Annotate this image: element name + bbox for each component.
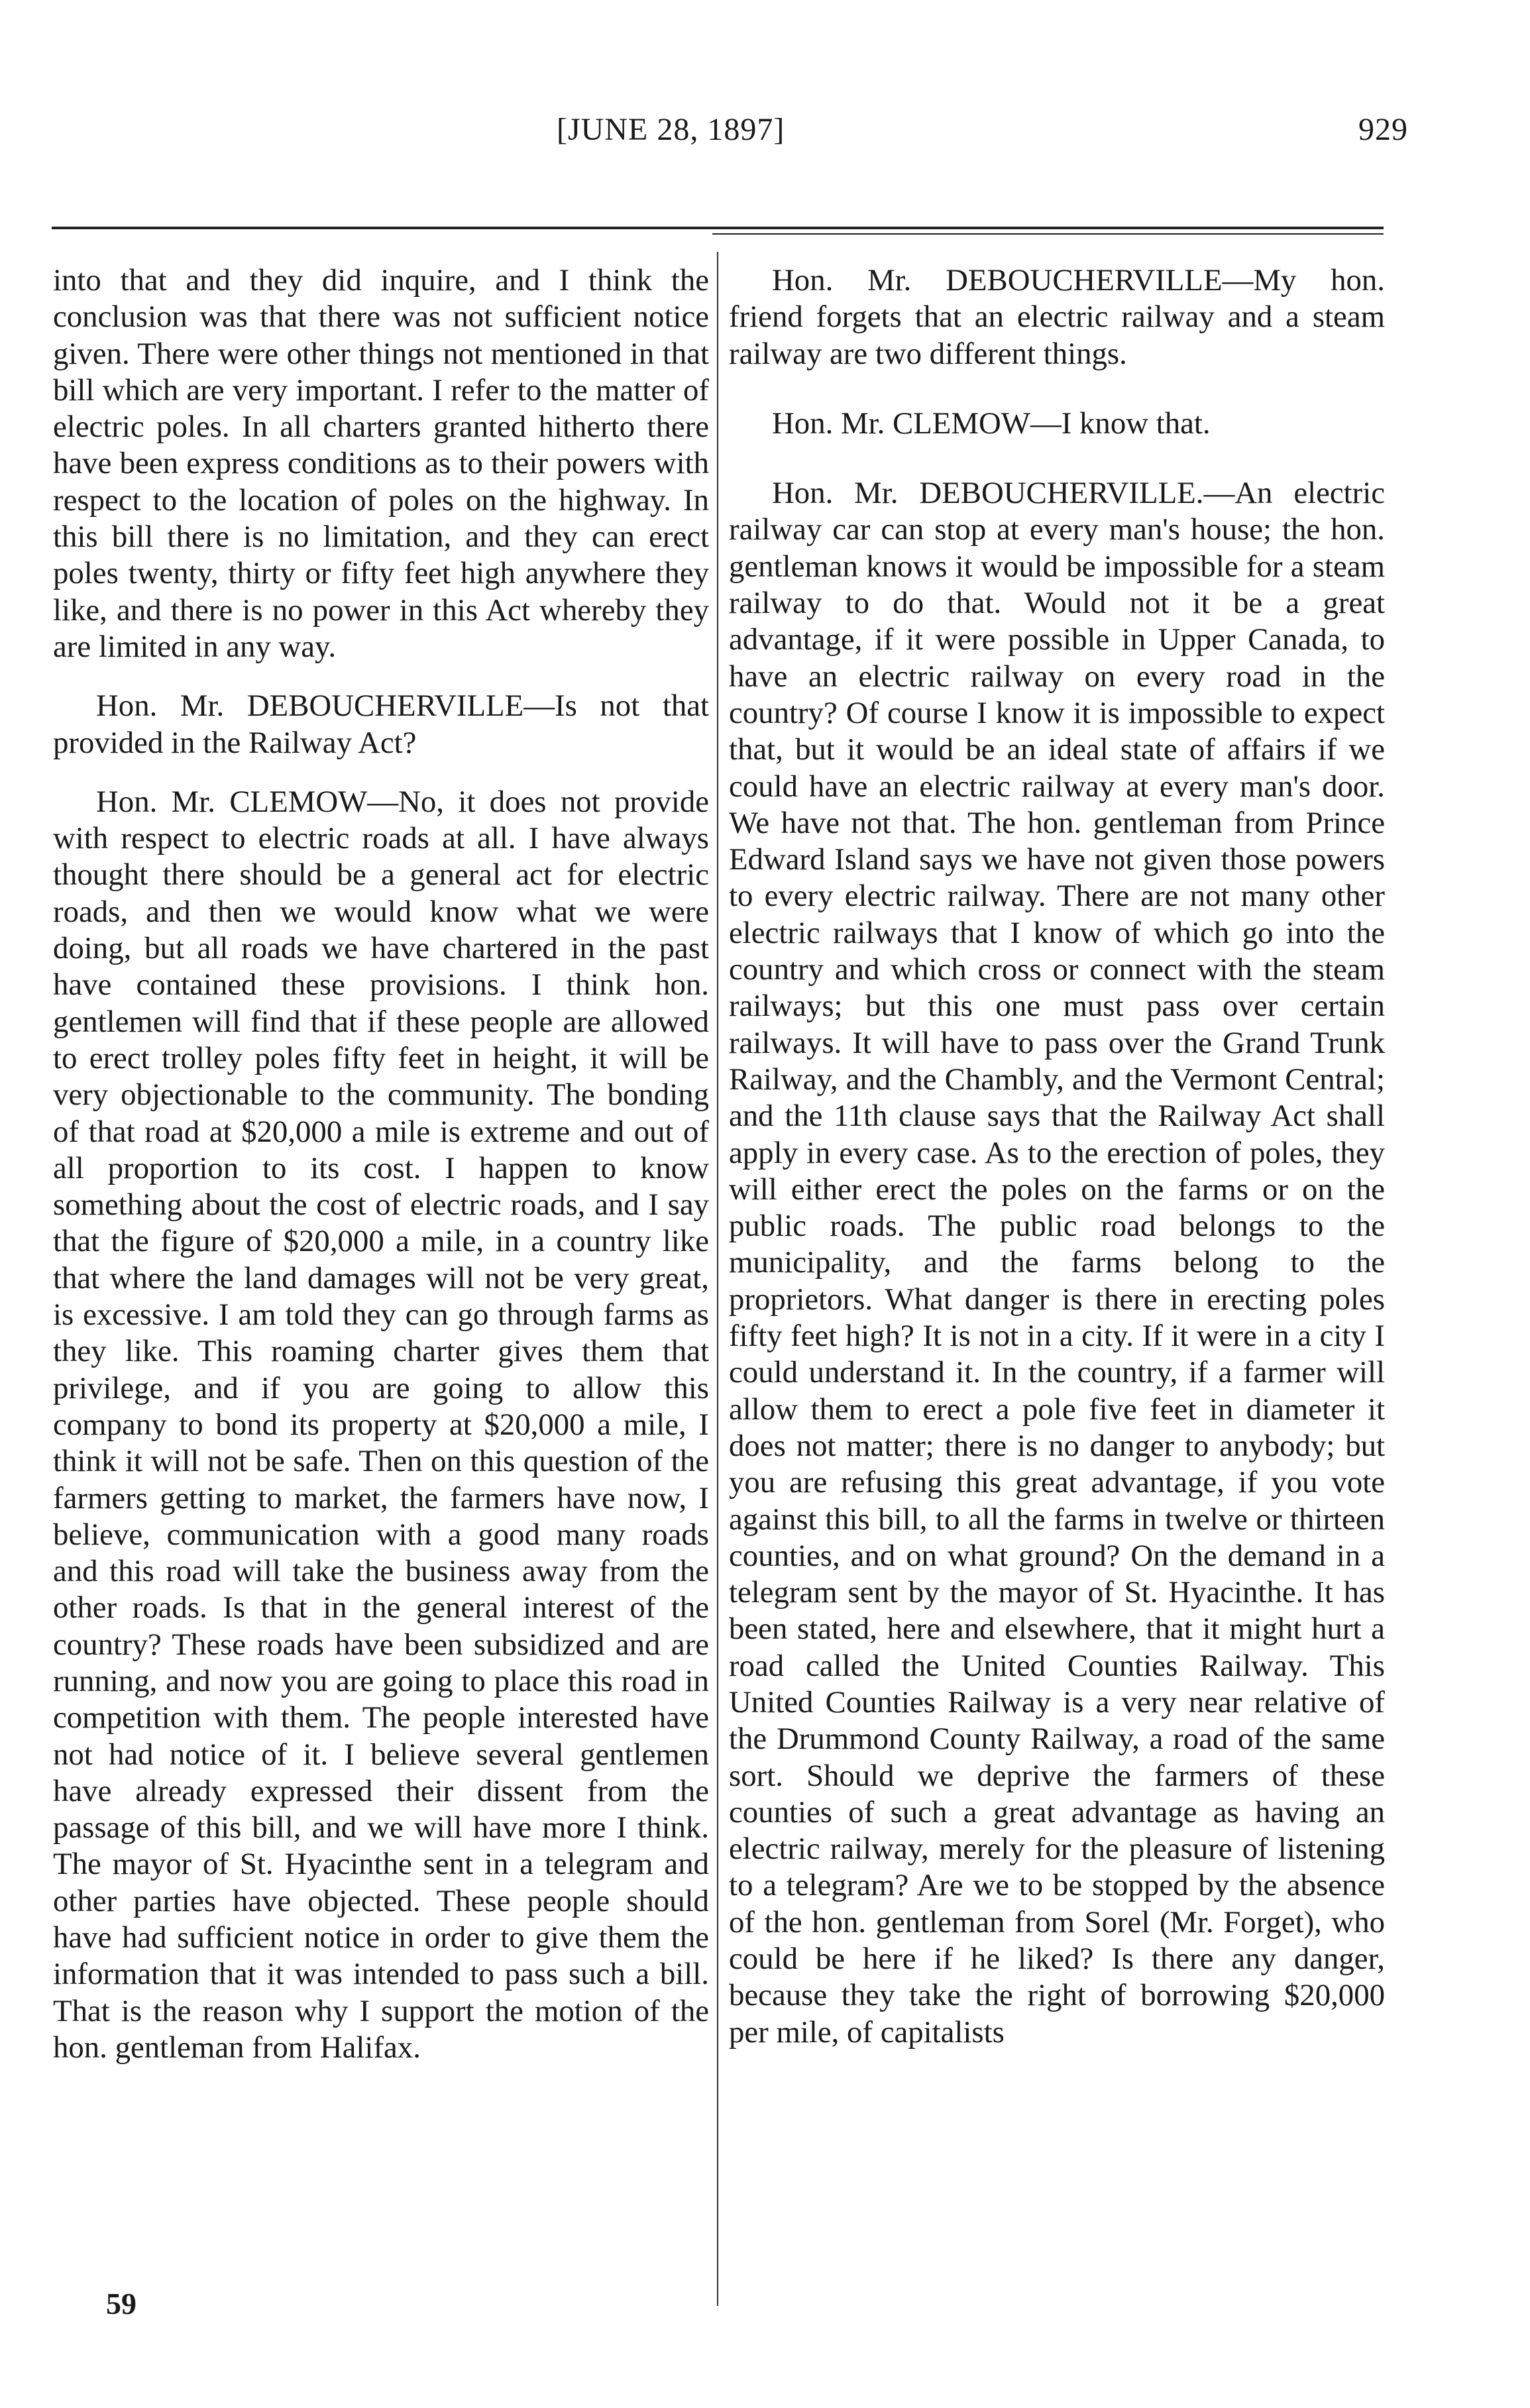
- left-paragraph-1: into that and they did inquire, and I think the conclusion was that there was not sufficient notice given. There were other things not mentioned in that bill which are very important. I refer to the matter of electric poles. In all charters granted hitherto there have been express conditions as to their powers with respect to the location of poles on the highway. In this bill there is no limitation, and they can erect poles twenty, thirty or fifty feet high anywhere they like, and there is no power in this Act whereby they are limited in any way.: [53, 263, 709, 664]
- page-header: [557, 99, 1408, 159]
- right-paragraph-3: Hon. Mr. DEBOUCHERVILLE.—An electric railway car can stop at every man's house; the hon. gentleman knows it would be impossible for a steam railway to do that. Would not it be a great advantage, if it were possible in Upper Canada, to have an electric railway on every road in the country? Of course I know it is impossible to expect that, but it would be an ideal state of affairs if we could have an electric railway at every man's door. We have not that. The hon. gentleman from Prince Edward Island says we have not given those powers to every electric railway. There are not many other electric railways that I know of which go into the country and which cross or connect with the steam railways; but this one must pass over certain railways. It will have to pass over the Grand Trunk Railway, and the Chambly, and the Vermont Central; and the 11th clause says that the Railway Act shall apply in every case. As to the erection of poles, they will either erect the poles on the farms or on the public roads. The public road belongs to the municipality, and the farms belong to the proprietors. What danger is there in erecting poles fifty feet high? It is not in a city. If it were in a city I could understand it. In the country, if a farmer will allow them to erect a pole five feet in diameter it does not matter; there is no danger to anybody; but you are refusing this great advantage, if you vote against this bill, to all the farms in twelve or thirteen counties, and on what ground? On the demand in a telegram sent by the mayor of St. Hyacinthe. It has been stated, here and elsewhere, that it might hurt a road called the United Counties Railway. This United Counties Railway is a very near relative of the Drummond County Railway, a road of the same sort. Should we deprive the farmers of these counties of such a great advantage as having an electric railway, merely for the pleasure of listening to a telegram? Are we to be stopped by the absence of the hon. gentleman from Sorel (Mr. Forget), who could be here if he liked? Is there any danger, because they take the right of borrowing $20,000 per mile, of capitalists: [729, 476, 1385, 2050]
- page-number: 929: [1358, 112, 1408, 147]
- right-paragraph-2: Hon. Mr. CLEMOW—I know that.: [772, 406, 1211, 441]
- signature-mark: 59: [106, 2287, 137, 2321]
- right-paragraph-1: Hon. Mr. DEBOUCHERVILLE—My hon. friend forgets that an electric railway and a steam railway are two different things.: [729, 263, 1385, 371]
- column-divider: [717, 252, 718, 2306]
- left-column: [53, 262, 709, 2066]
- left-paragraph-3: Hon. Mr. CLEMOW—No, it does not provide with respect to electric roads at all. I have always thought there should be a general act for electric roads, and then we would know what we were doing, but all roads we have chartered in the past have contained these provisions. I think hon. gentlemen will find that if these people are allowed to erect trolley poles fifty feet in height, it will be very objectionable to the community. The bonding of that road at $20,000 a mile is extreme and out of all proportion to its cost. I happen to know something about the cost of electric roads, and I say that the figure of $20,000 a mile, in a country like that where the land damages will not be very great, is excessive. I am told they can go through farms as they like. This roaming charter gives them that privilege, and if you are going to allow this company to bond its property at $20,000 a mile, I think it will not be safe. Then on this question of the farmers getting to market, the farmers have now, I believe, communication with a good many roads and this road will take the business away from the other roads. Is that in the general interest of the country? These roads have been subsidized and are running, and now you are going to place this road in competition with them. The people interested have not had notice of it. I believe several gentlemen have already expressed their dissent from the passage of this bill, and we will have more I think. The mayor of St. Hyacinthe sent in a telegram and other parties have objected. These people should have had sufficient notice in order to give them the information that it was intended to pass such a bill. That is the reason why I support the motion of the hon. gentleman from Halifax.: [53, 784, 709, 2065]
- right-column: [729, 262, 1385, 2051]
- left-paragraph-2: Hon. Mr. DEBOUCHERVILLE—Is not that provided in the Railway Act?: [53, 688, 709, 760]
- header-rule: [52, 227, 1384, 229]
- header-date: [JUNE 28, 1897]: [557, 112, 785, 147]
- header-rule-secondary: [712, 233, 1384, 235]
